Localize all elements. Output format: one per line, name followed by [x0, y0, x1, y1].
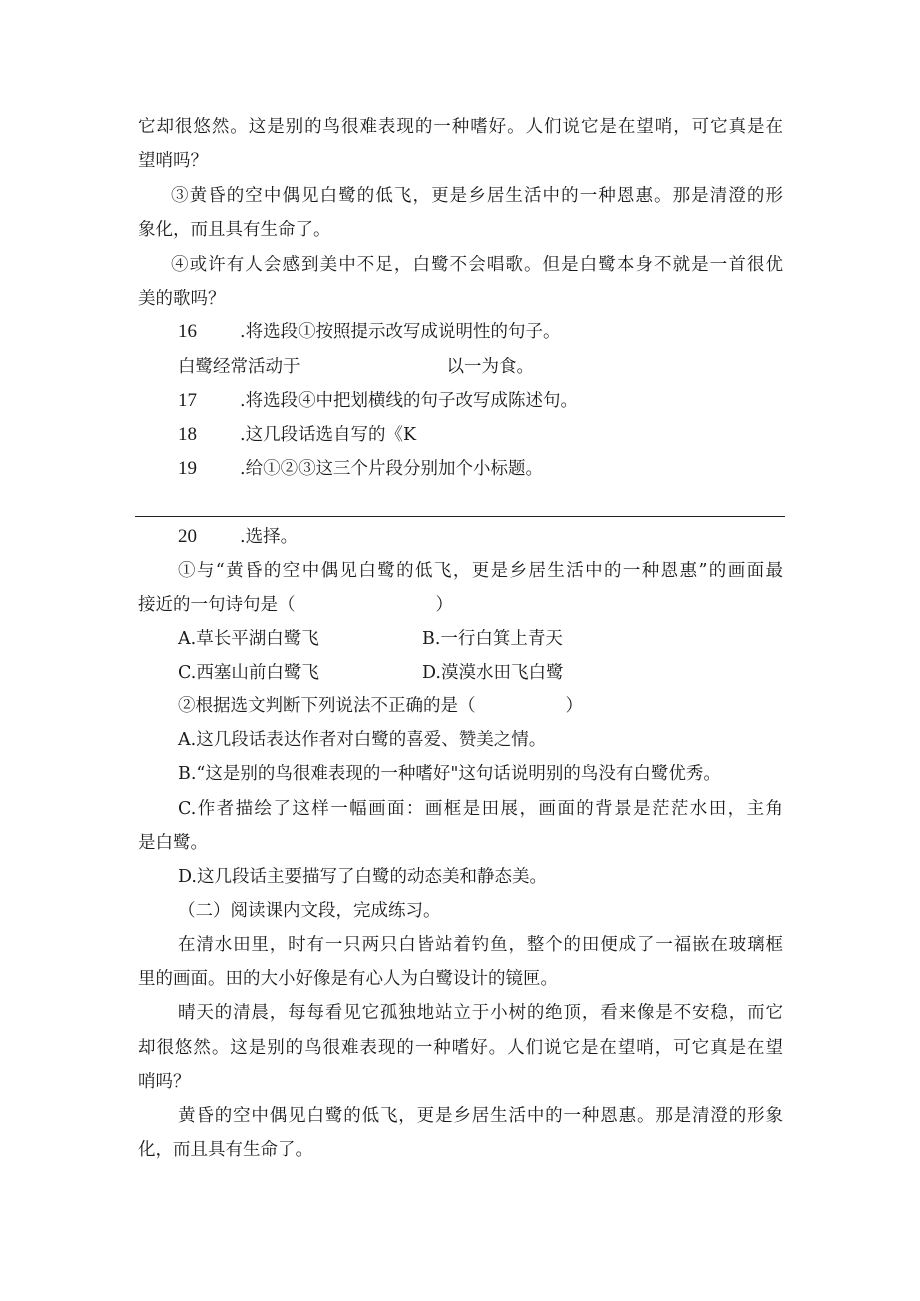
question-text: .将选段①按照提示改写成说明性的句子。 — [240, 322, 561, 342]
question-text: .选择。 — [240, 527, 299, 547]
section-2-p1-line2: 里的画面。田的大小好像是有心人为白鹭设计的镜匣。 — [138, 969, 558, 989]
question-text: .给①②③这三个片段分别加个小标题。 — [240, 459, 544, 479]
question-text: .将选段④中把划横线的句子改写成陈述句。 — [240, 391, 579, 411]
passage-top-p2-line2: 望哨吗？ — [138, 151, 208, 171]
question-number: 19 — [178, 458, 197, 479]
q20-sub1-option-d: D.漠漠水田飞白鹭 — [422, 663, 564, 683]
passage-top-p3-line2: 象化，而且具有生命了。 — [138, 220, 331, 240]
prompt-part2: 以一为食。 — [446, 357, 534, 377]
section-2-p3-line2: 化，而且具有生命了。 — [138, 1140, 313, 1160]
q20-sub1-line1: ①与“黄昏的空中偶见白鹭的低飞，更是乡居生活中的一种恩惠”的画面最 — [178, 561, 783, 581]
question-text: .这几段话选自写的《K — [240, 425, 417, 445]
q20-sub2-stem: ②根据选文判断下列说法不正确的是（ — [178, 696, 476, 716]
question-number: 20 — [178, 526, 197, 547]
q20-sub1-option-c: C.西塞山前白鹭飞 — [178, 663, 319, 683]
question-number: 18 — [178, 424, 197, 445]
question-number: 16 — [178, 321, 197, 342]
q20-sub2 — [178, 694, 583, 718]
q20-sub2-option-d: D.这几段话主要描写了白鹭的动态美和静态美。 — [178, 867, 547, 887]
passage-top-p4-line2: 美的歌吗？ — [138, 289, 226, 309]
passage-top-p2-line1: 它却很悠然。这是别的鸟很难表现的一种嗜好。人们说它是在望哨，可它真是在 — [138, 117, 783, 137]
passage-top-p3-line1: ③黄昏的空中偶见白鹭的低飞，更是乡居生活中的一种恩惠。那是清澄的形 — [171, 186, 783, 206]
question-16 — [178, 320, 561, 344]
question-20 — [178, 525, 298, 549]
q20-sub2-option-c-line2: 是白鹭。 — [138, 833, 208, 853]
passage-top-p4-line1: ④或许有人会感到美中不足，白鹭不会唱歌。但是白鹭本身不就是一首很优 — [171, 255, 783, 275]
question-18 — [178, 423, 416, 447]
section-2-p2-line1: 晴天的清晨，每每看见它孤独地站立于小树的绝顶，看来像是不安稳，而它 — [178, 1003, 783, 1023]
question-17 — [178, 389, 578, 413]
q20-sub1-close: ） — [435, 595, 453, 615]
section-2-p1-line1: 在清水田里，时有一只两只白皆站着钓鱼，整个的田便成了一福嵌在玻璃框 — [178, 935, 783, 955]
q20-sub2-option-a: A.这几段话表达作者对白鹭的喜爱、赞美之情。 — [178, 730, 547, 750]
q20-sub1-line2 — [138, 593, 453, 617]
q20-sub2-option-b: B.“这是别的鸟很难表现的一种嗜好"这句话说明别的鸟没有白鹭优秀。 — [178, 764, 721, 784]
question-19 — [178, 457, 543, 481]
section-divider — [135, 516, 785, 517]
question-16-prompt — [178, 355, 534, 379]
q20-sub1-option-b: B.一行白箕上青天 — [422, 629, 563, 649]
section-2-p2-line2: 却很悠然。这是别的鸟很难表现的一种嗜好。人们说它是在望哨，可它真是在望 — [138, 1038, 783, 1058]
section-2-p2-line3: 哨吗？ — [138, 1072, 191, 1092]
q20-sub1-option-a: A.草长平湖白鹭飞 — [178, 629, 319, 649]
q20-sub1-stem: 接近的一句诗句是（ — [138, 595, 296, 615]
prompt-part1: 白鹭经常活动于 — [178, 357, 301, 377]
q20-sub2-close: ） — [565, 696, 583, 716]
question-number: 17 — [178, 390, 197, 411]
section-2-heading: （二）阅读课内文段，完成练习。 — [178, 901, 441, 921]
q20-sub2-option-c-line1: C.作者描绘了这样一幅画面：画框是田展，画面的背景是茫茫水田，主角 — [178, 799, 783, 819]
section-2-p3-line1: 黄昏的空中偶见白鹭的低飞，更是乡居生活中的一种恩惠。那是清澄的形象 — [178, 1106, 783, 1126]
